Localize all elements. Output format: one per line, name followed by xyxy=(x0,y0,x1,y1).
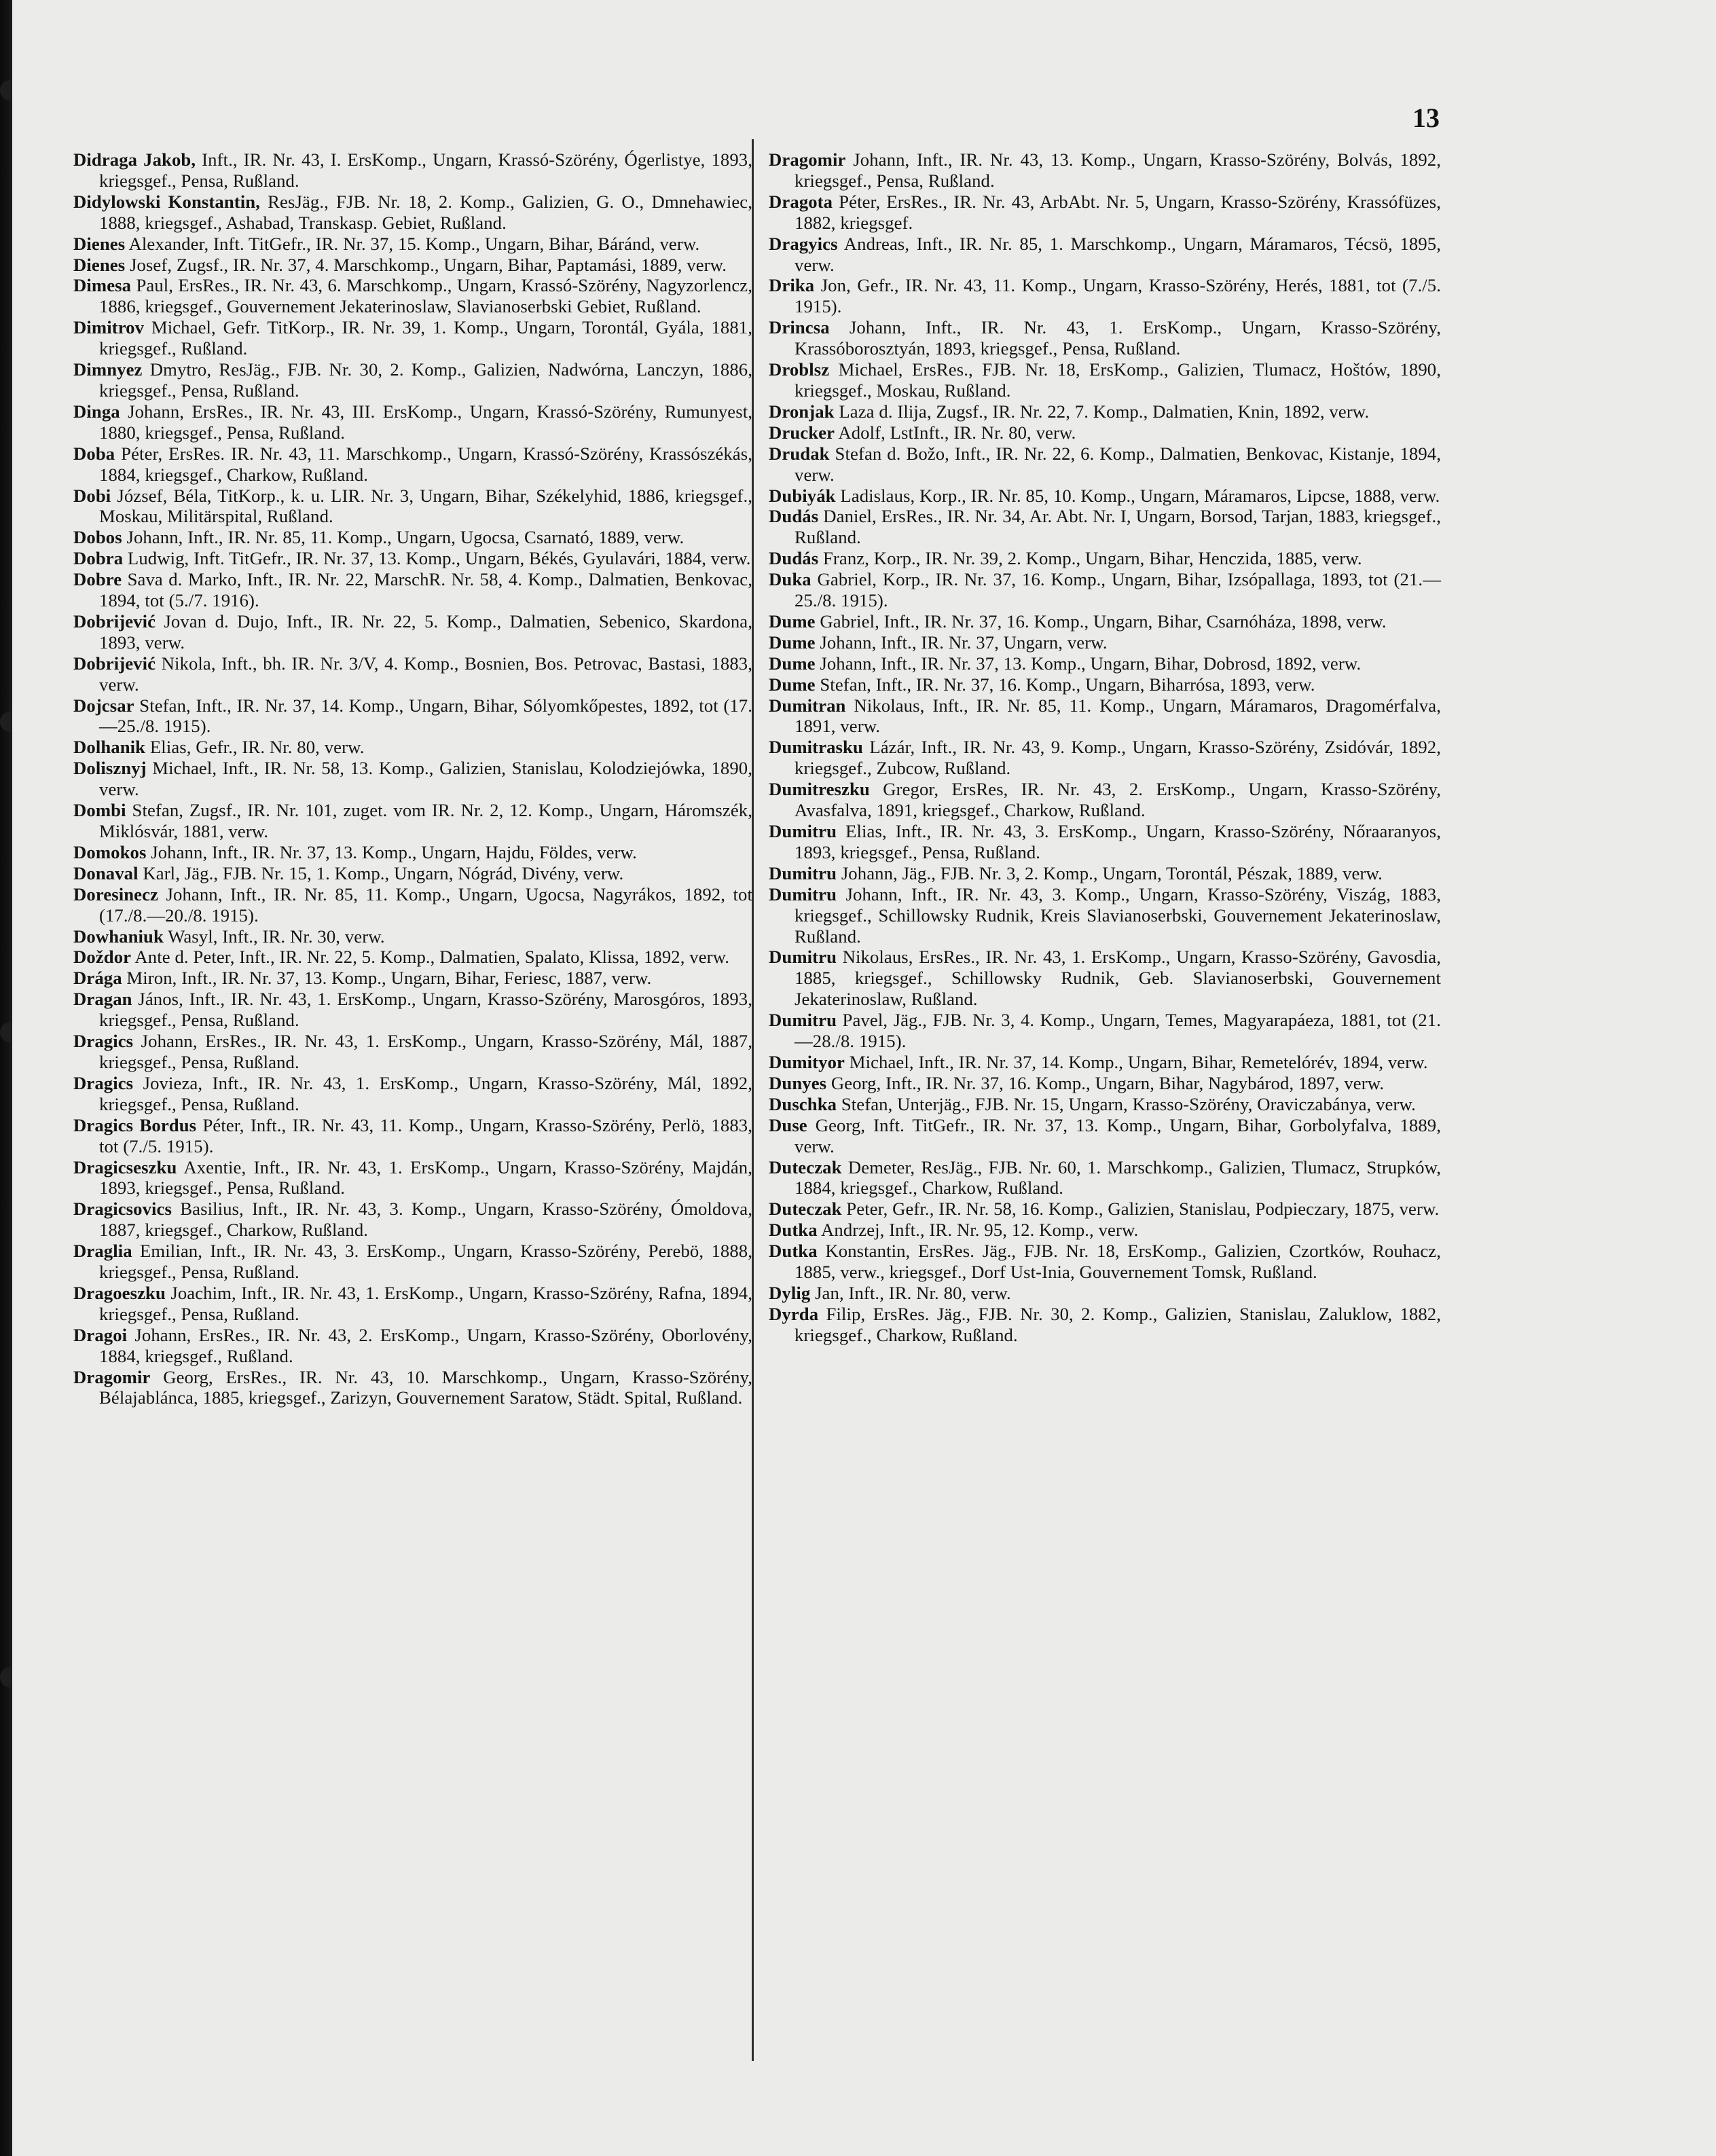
register-entry xyxy=(73,486,752,528)
register-entry xyxy=(769,695,1441,737)
register-entry xyxy=(73,884,752,926)
entry-surname: Drincsa xyxy=(769,317,830,338)
entry-surname: Dragicseszku xyxy=(73,1156,177,1177)
entry-details: Nikolaus, Inft., IR. Nr. 85, 11. Komp., Ungarn, Máramaros, Dragomérfalva, 1891, verw. xyxy=(795,695,1441,737)
entry-surname: Dutka xyxy=(769,1241,818,1262)
entry-details: Nikolaus, ErsRes., IR. Nr. 43, 1. ErsKomp., Ungarn, Krasso-Szörény, Gavosdia, 1885, kriegsgef., Schillowsky Rudnik, Geb. Slavianoserbski, Gouvernement Jekaterinoslaw, Rußland. xyxy=(795,947,1441,1010)
register-entry xyxy=(73,926,752,947)
register-entry xyxy=(769,884,1441,947)
register-entry xyxy=(769,506,1441,548)
register-entry xyxy=(73,1325,752,1367)
register-entry xyxy=(769,1220,1441,1241)
entry-details: Konstantin, ErsRes. Jäg., FJB. Nr. 18, ErsKomp., Galizien, Czortków, Rouhacz, 1885, verw., kriegsgef., Dorf Ust-Inia, Gouvernement Tomsk, Rußland. xyxy=(795,1241,1441,1283)
entry-details: Johann, Inft., IR. Nr. 37, 13. Komp., Ungarn, Hajdu, Földes, verw. xyxy=(146,841,637,862)
entry-surname: Dume xyxy=(769,610,816,632)
register-entry xyxy=(769,1073,1441,1094)
entry-details: Georg, ErsRes., IR. Nr. 43, 10. Marschkomp., Ungarn, Krasso-Szörény, Bélajablánca, 1885, kriegsgef., Zarizyn, Gouvernement Saratow, Städt. Spital, Rußland. xyxy=(99,1366,752,1408)
left-column xyxy=(73,149,752,1408)
entry-details: Inft., IR. Nr. 43, I. ErsKomp., Ungarn, Krassó-Szörény, Ógerlistye, 1893, kriegsgef., Pensa, Rußland. xyxy=(99,149,752,191)
register-entry xyxy=(73,758,752,800)
entry-surname: Drucker xyxy=(769,422,835,443)
entry-surname: Dinga xyxy=(73,401,120,422)
register-entry xyxy=(73,863,752,884)
entry-surname: Dylig xyxy=(769,1282,811,1303)
entry-surname: Duse xyxy=(769,1114,807,1135)
entry-details: Péter, ErsRes., IR. Nr. 43, ArbAbt. Nr. 5, Ungarn, Krasso-Szörény, Krassófüzes, 1882, kriegsgef. xyxy=(795,191,1441,233)
register-entry xyxy=(769,275,1441,317)
register-entry xyxy=(73,611,752,653)
register-entry xyxy=(769,1157,1441,1199)
register-entry xyxy=(769,1094,1441,1115)
register-entry xyxy=(769,1010,1441,1052)
entry-details: Stefan, Zugsf., IR. Nr. 101, zuget. vom IR. Nr. 2, 12. Komp., Ungarn, Háromszék, Miklósvár, 1881, verw. xyxy=(99,800,752,841)
entry-surname: Dumitrasku xyxy=(769,737,863,758)
entry-surname: Dumitru xyxy=(769,883,837,905)
entry-surname: Duteczak xyxy=(769,1156,842,1177)
entry-details: Axentie, Inft., IR. Nr. 43, 1. ErsKomp., Ungarn, Krasso-Szörény, Majdán, 1893, kriegsgef., Pensa, Rußland. xyxy=(99,1156,752,1199)
entry-surname: Didraga Jakob, xyxy=(73,149,196,170)
register-entry xyxy=(73,527,752,548)
register-entry xyxy=(73,1367,752,1409)
entry-details: Johann, ErsRes., IR. Nr. 43, 1. ErsKomp., Ungarn, Krasso-Szörény, Mál, 1887, kriegsgef., Pensa, Rußland. xyxy=(99,1031,752,1072)
entry-details: Elias, Inft., IR. Nr. 43, 3. ErsKomp., Ungarn, Krasso-Szörény, Nőraaranyos, 1893, kriegsgef., Pensa, Rußland. xyxy=(795,821,1441,862)
entry-details: Jan, Inft., IR. Nr. 80, verw. xyxy=(810,1282,1011,1303)
register-entry xyxy=(769,821,1441,863)
register-entry xyxy=(769,1052,1441,1073)
entry-details: Georg, Inft., IR. Nr. 37, 16. Komp., Ungarn, Bihar, Nagybárod, 1897, verw. xyxy=(826,1072,1385,1093)
entry-surname: Dobra xyxy=(73,548,124,569)
entry-details: Nikola, Inft., bh. IR. Nr. 3/V, 4. Komp., Bosnien, Bos. Petrovac, Bastasi, 1883, verw. xyxy=(99,653,752,695)
entry-surname: Dyrda xyxy=(769,1303,819,1324)
register-entry xyxy=(73,1073,752,1115)
entry-surname: Dume xyxy=(769,674,816,695)
entry-surname: Dume xyxy=(769,632,816,653)
register-entry xyxy=(769,149,1441,191)
entry-details: Gabriel, Korp., IR. Nr. 37, 16. Komp., Ungarn, Bihar, Izsópallaga, 1893, tot (21.—25./8. 1915). xyxy=(795,569,1441,611)
register-entry xyxy=(769,1115,1441,1157)
entry-details: Pavel, Jäg., FJB. Nr. 3, 4. Komp., Ungarn, Temes, Magyarapáeza, 1881, tot (21.—28./8. 1915). xyxy=(795,1010,1441,1052)
entry-surname: Dolhanik xyxy=(73,737,146,758)
register-entry xyxy=(769,422,1441,443)
entry-details: Elias, Gefr., IR. Nr. 80, verw. xyxy=(145,737,365,758)
register-entry xyxy=(73,989,752,1031)
right-column xyxy=(769,149,1441,1346)
register-entry xyxy=(769,779,1441,821)
entry-details: Johann, Inft., IR. Nr. 85, 11. Komp., Ungarn, Ugocsa, Csarnató, 1889, verw. xyxy=(122,527,684,548)
entry-details: Michael, Gefr. TitKorp., IR. Nr. 39, 1. Komp., Ungarn, Torontál, Gyála, 1881, kriegsgef., Rußland. xyxy=(99,317,752,359)
entry-details: Ludwig, Inft. TitGefr., IR. Nr. 37, 13. Komp., Ungarn, Békés, Gyulavári, 1884, verw. xyxy=(123,548,751,569)
entry-details: Andrzej, Inft., IR. Nr. 95, 12. Komp., verw. xyxy=(817,1220,1139,1241)
entry-surname: Dimitrov xyxy=(73,317,145,338)
register-entry xyxy=(769,632,1441,653)
register-entry xyxy=(769,674,1441,695)
register-entry xyxy=(769,486,1441,507)
entry-details: Filip, ErsRes. Jäg., FJB. Nr. 30, 2. Komp., Galizien, Stanislau, Zaluklow, 1882, kriegsgef., Charkow, Rußland. xyxy=(795,1303,1441,1345)
entry-surname: Dojcsar xyxy=(73,695,134,716)
entry-surname: Draglia xyxy=(73,1241,132,1262)
entry-surname: Dienes xyxy=(73,233,126,254)
entry-details: Stefan, Unterjäg., FJB. Nr. 15, Ungarn, Krasso-Szörény, Oraviczabánya, verw. xyxy=(837,1093,1416,1114)
entry-details: Péter, Inft., IR. Nr. 43, 11. Komp., Ungarn, Krasso-Szörény, Perlö, 1883, tot (7./5. 1915). xyxy=(99,1114,752,1156)
entry-details: Peter, Gefr., IR. Nr. 58, 16. Komp., Galizien, Stanislau, Podpieczary, 1875, verw. xyxy=(841,1199,1440,1220)
entry-details: Jovan d. Dujo, Inft., IR. Nr. 22, 5. Komp., Dalmatien, Sebenico, Skardona, 1893, verw. xyxy=(99,610,752,653)
entry-details: Paul, ErsRes., IR. Nr. 43, 6. Marschkomp., Ungarn, Krassó-Szörény, Nagyzorlencz, 1886, kriegsgef., Gouvernement Jekaterinoslaw, Slavianoserbski Gebiet, Rußland. xyxy=(99,275,752,317)
entry-details: Johann, Inft., IR. Nr. 43, 3. Komp., Ungarn, Krasso-Szörény, Viszág, 1883, kriegsgef., Schillowsky Rudnik, Kreis Slavianoserbski, Gouvernement Jekaterinoslaw, Rußland. xyxy=(795,883,1441,947)
register-entry xyxy=(73,1157,752,1199)
entry-surname: Droblsz xyxy=(769,359,830,380)
page-number: 13 xyxy=(1412,103,1440,133)
register-entry xyxy=(769,611,1441,632)
entry-surname: Dutka xyxy=(769,1220,818,1241)
register-entry xyxy=(73,234,752,255)
entry-surname: Dragoi xyxy=(73,1324,128,1345)
register-entry xyxy=(769,401,1441,422)
entry-details: Jovieza, Inft., IR. Nr. 43, 1. ErsKomp., Ungarn, Krasso-Szörény, Mál, 1892, kriegsgef., Pensa, Rußland. xyxy=(99,1072,752,1114)
entry-surname: Dumitreszku xyxy=(769,779,870,800)
entry-details: Basilius, Inft., IR. Nr. 43, 3. Komp., Ungarn, Krasso-Szörény, Ómoldova, 1887, kriegsgef., Charkow, Rußland. xyxy=(99,1199,752,1241)
entry-surname: Dragota xyxy=(769,191,833,212)
entry-surname: Dragics Bordus xyxy=(73,1114,197,1135)
register-entry xyxy=(73,1115,752,1157)
entry-surname: Dobre xyxy=(73,569,122,590)
entry-surname: Dobi xyxy=(73,485,111,506)
entry-details: János, Inft., IR. Nr. 43, 1. ErsKomp., Ungarn, Krasso-Szörény, Marosgóros, 1893, kriegsgef., Pensa, Rußland. xyxy=(99,989,752,1031)
entry-details: Wasyl, Inft., IR. Nr. 30, verw. xyxy=(163,926,385,947)
entry-surname: Dumitru xyxy=(769,947,837,968)
entry-surname: Dragyics xyxy=(769,233,838,254)
register-entry xyxy=(73,317,752,359)
register-entry xyxy=(769,947,1441,1010)
register-entry xyxy=(73,800,752,842)
entry-details: Johann, ErsRes., IR. Nr. 43, III. ErsKomp., Ungarn, Krassó-Szörény, Rumunyest, 1880, kriegsgef., Pensa, Rußland. xyxy=(99,401,752,443)
register-entry xyxy=(73,149,752,191)
register-entry xyxy=(769,863,1441,884)
entry-surname: Dubiyák xyxy=(769,485,836,506)
entry-surname: Dunyes xyxy=(769,1072,827,1093)
register-entry xyxy=(769,1304,1441,1346)
register-entry xyxy=(769,548,1441,569)
entry-details: Johann, Jäg., FJB. Nr. 3, 2. Komp., Ungarn, Torontál, Pészak, 1889, verw. xyxy=(837,862,1383,883)
entry-surname: Dimesa xyxy=(73,275,132,296)
entry-details: Stefan, Inft., IR. Nr. 37, 16. Komp., Ungarn, Biharrósa, 1893, verw. xyxy=(815,674,1315,695)
entry-surname: Dragomir xyxy=(769,149,846,170)
entry-surname: Dragomir xyxy=(73,1366,151,1387)
entry-surname: Dragics xyxy=(73,1072,134,1093)
entry-surname: Dronjak xyxy=(769,401,835,422)
register-entry xyxy=(769,191,1441,234)
entry-surname: Dragics xyxy=(73,1031,134,1052)
entry-surname: Drága xyxy=(73,968,122,989)
entry-surname: Drika xyxy=(769,275,815,296)
entry-details: Ante d. Peter, Inft., IR. Nr. 22, 5. Komp., Dalmatien, Spalato, Klissa, 1892, verw. xyxy=(131,947,730,968)
entry-details: Georg, Inft. TitGefr., IR. Nr. 37, 13. Komp., Ungarn, Bihar, Gorbolyfalva, 1889, verw. xyxy=(795,1114,1441,1156)
entry-surname: Doždor xyxy=(73,947,132,968)
entry-details: Karl, Jäg., FJB. Nr. 15, 1. Komp., Ungarn, Nógrád, Divény, verw. xyxy=(138,862,624,883)
register-entry xyxy=(73,842,752,863)
entry-details: Jon, Gefr., IR. Nr. 43, 11. Komp., Ungarn, Krasso-Szörény, Herés, 1881, tot (7./5. 1915). xyxy=(795,275,1441,317)
entry-surname: Dobrijević xyxy=(73,610,156,632)
register-entry xyxy=(73,947,752,968)
entry-details: Emilian, Inft., IR. Nr. 43, 3. ErsKomp., Ungarn, Krasso-Szörény, Perebö, 1888, kriegsgef., Pensa, Rußland. xyxy=(99,1241,752,1283)
entry-details: Johann, Inft., IR. Nr. 43, 13. Komp., Ungarn, Krasso-Szörény, Bolvás, 1892, kriegsgef., Pensa, Rußland. xyxy=(795,149,1441,191)
entry-details: Michael, Inft., IR. Nr. 37, 14. Komp., Ungarn, Bihar, Remetelórév, 1894, verw. xyxy=(844,1051,1428,1072)
entry-surname: Didylowski Konstantin, xyxy=(73,191,261,212)
entry-surname: Dienes xyxy=(73,254,126,275)
entry-surname: Dumityor xyxy=(769,1051,845,1072)
entry-details: Michael, ErsRes., FJB. Nr. 18, ErsKomp., Galizien, Tlumacz, Hoštów, 1890, kriegsgef., Moskau, Rußland. xyxy=(795,359,1441,401)
entry-details: Gregor, ErsRes, IR. Nr. 43, 2. ErsKomp., Ungarn, Krasso-Szörény, Avasfalva, 1891, kriegsgef., Charkow, Rußland. xyxy=(795,779,1441,821)
register-entry xyxy=(73,1199,752,1241)
register-entry xyxy=(73,548,752,569)
entry-surname: Duka xyxy=(769,569,811,590)
register-entry xyxy=(769,653,1441,674)
entry-details: Stefan d. Božo, Inft., IR. Nr. 22, 6. Komp., Dalmatien, Benkovac, Kistanje, 1894, verw. xyxy=(795,443,1441,485)
register-entry xyxy=(769,737,1441,779)
entry-details: ResJäg., FJB. Nr. 18, 2. Komp., Galizien, G. O., Dmnehawiec, 1888, kriegsgef., Ashabad, Transkasp. Gebiet, Rußland. xyxy=(99,191,753,233)
entry-surname: Dombi xyxy=(73,800,126,821)
register-entry xyxy=(769,443,1441,486)
register-entry xyxy=(769,569,1441,611)
register-entry xyxy=(769,1199,1441,1220)
register-entry xyxy=(73,255,752,276)
entry-surname: Dumitru xyxy=(769,821,837,841)
register-entry xyxy=(73,737,752,758)
entry-surname: Duteczak xyxy=(769,1199,842,1220)
entry-surname: Domokos xyxy=(73,841,147,862)
entry-surname: Dragan xyxy=(73,989,132,1010)
entry-details: Ladislaus, Korp., IR. Nr. 85, 10. Komp., Ungarn, Máramaros, Lipcse, 1888, verw. xyxy=(835,485,1440,506)
register-entry xyxy=(73,968,752,989)
register-entry xyxy=(73,1283,752,1325)
register-entry xyxy=(73,191,752,234)
entry-details: Demeter, ResJäg., FJB. Nr. 60, 1. Marschkomp., Galizien, Tlumacz, Strupków, 1884, kriegsgef., Charkow, Rußland. xyxy=(795,1156,1441,1199)
entry-surname: Dumitru xyxy=(769,1010,837,1031)
register-entry xyxy=(73,653,752,695)
entry-details: Johann, Inft., IR. Nr. 85, 11. Komp., Ungarn, Ugocsa, Nagyrákos, 1892, tot (17./8.—20./8. 1915). xyxy=(99,883,752,926)
entry-details: Sava d. Marko, Inft., IR. Nr. 22, MarschR. Nr. 58, 4. Komp., Dalmatien, Benkovac, 1894, tot (5./7. 1916). xyxy=(99,569,752,611)
entry-details: Joachim, Inft., IR. Nr. 43, 1. ErsKomp., Ungarn, Krasso-Szörény, Rafna, 1894, kriegsgef., Pensa, Rußland. xyxy=(99,1282,752,1324)
entry-surname: Drudak xyxy=(769,443,830,464)
entry-surname: Dumitran xyxy=(769,695,846,716)
register-entry xyxy=(73,569,752,611)
entry-surname: Dobos xyxy=(73,527,122,548)
entry-details: Johann, Inft., IR. Nr. 37, 13. Komp., Ungarn, Bihar, Dobrosd, 1892, verw. xyxy=(815,653,1362,674)
entry-surname: Donaval xyxy=(73,862,139,883)
register-entry xyxy=(769,1241,1441,1283)
register-entry xyxy=(73,275,752,317)
register-entry xyxy=(769,359,1441,401)
register-entry xyxy=(769,234,1441,276)
entry-details: Johann, Inft., IR. Nr. 37, Ungarn, verw. xyxy=(815,632,1108,653)
entry-surname: Doba xyxy=(73,443,115,464)
entry-details: József, Béla, TitKorp., k. u. LIR. Nr. 3, Ungarn, Bihar, Székelyhid, 1886, kriegsgef., Moskau, Militärspital, Rußland. xyxy=(99,485,752,527)
register-entry xyxy=(73,1031,752,1073)
entry-surname: Dolisznyj xyxy=(73,758,147,779)
entry-details: Stefan, Inft., IR. Nr. 37, 14. Komp., Ungarn, Bihar, Sólyomkőpestes, 1892, tot (17.—25./8. 1915). xyxy=(99,695,752,737)
entry-details: Péter, ErsRes. IR. Nr. 43, 11. Marschkomp., Ungarn, Krassó-Szörény, Krassószékás, 1884, kriegsgef., Charkow, Rußland. xyxy=(99,443,752,485)
register-entry xyxy=(73,695,752,737)
entry-surname: Dudás xyxy=(769,548,819,569)
entry-details: Josef, Zugsf., IR. Nr. 37, 4. Marschkomp., Ungarn, Bihar, Paptamási, 1889, verw. xyxy=(125,254,727,275)
entry-details: Michael, Inft., IR. Nr. 58, 13. Komp., Galizien, Stanislau, Kolodziejówka, 1890, verw. xyxy=(99,758,752,800)
entry-details: Daniel, ErsRes., IR. Nr. 34, Ar. Abt. Nr. I, Ungarn, Borsod, Tarjan, 1883, kriegsgef., Rußland. xyxy=(795,506,1441,548)
entry-details: Laza d. Ilija, Zugsf., IR. Nr. 22, 7. Komp., Dalmatien, Knin, 1892, verw. xyxy=(834,401,1370,422)
entry-details: Dmytro, ResJäg., FJB. Nr. 30, 2. Komp., Galizien, Nadwórna, Lanczyn, 1886, kriegsgef., Pensa, Rußland. xyxy=(99,359,752,401)
entry-details: Lázár, Inft., IR. Nr. 43, 9. Komp., Ungarn, Krasso-Szörény, Zsidóvár, 1892, kriegsgef., Zubcow, Rußland. xyxy=(795,737,1441,779)
entry-details: Alexander, Inft. TitGefr., IR. Nr. 37, 15. Komp., Ungarn, Bihar, Báránd, verw. xyxy=(125,233,700,254)
entry-surname: Dowhaniuk xyxy=(73,926,164,947)
entry-surname: Dragoeszku xyxy=(73,1282,166,1303)
entry-details: Johann, Inft., IR. Nr. 43, 1. ErsKomp., Ungarn, Krasso-Szörény, Krassóborosztyán, 1893, kriegsgef., Pensa, Rußland. xyxy=(795,317,1441,359)
register-entry xyxy=(769,1283,1441,1304)
register-entry xyxy=(769,317,1441,359)
register-entry xyxy=(73,443,752,486)
entry-surname: Dumitru xyxy=(769,862,837,883)
register-entry xyxy=(73,401,752,443)
entry-surname: Dudás xyxy=(769,506,819,527)
entry-details: Gabriel, Inft., IR. Nr. 37, 16. Komp., Ungarn, Bihar, Csarnóháza, 1898, verw. xyxy=(815,610,1387,632)
entry-details: Johann, ErsRes., IR. Nr. 43, 2. ErsKomp., Ungarn, Krasso-Szörény, Oborlovény, 1884, kriegsgef., Rußland. xyxy=(99,1324,752,1366)
register-entry xyxy=(73,1241,752,1283)
entry-surname: Dobrijević xyxy=(73,653,156,674)
entry-surname: Dimnyez xyxy=(73,359,143,380)
entry-details: Adolf, LstInft., IR. Nr. 80, verw. xyxy=(835,422,1076,443)
entry-surname: Duschka xyxy=(769,1093,837,1114)
entry-details: Franz, Korp., IR. Nr. 39, 2. Komp., Ungarn, Bihar, Henczida, 1885, verw. xyxy=(818,548,1362,569)
entry-details: Miron, Inft., IR. Nr. 37, 13. Komp., Ungarn, Bihar, Feriesc, 1887, verw. xyxy=(122,968,652,989)
entry-details: Andreas, Inft., IR. Nr. 85, 1. Marschkomp., Ungarn, Máramaros, Técsö, 1895, verw. xyxy=(795,233,1441,275)
document-page xyxy=(12,0,1716,2156)
register-entry xyxy=(73,359,752,401)
entry-surname: Doresinecz xyxy=(73,883,159,905)
entry-surname: Dume xyxy=(769,653,816,674)
entry-surname: Dragicsovics xyxy=(73,1199,172,1220)
